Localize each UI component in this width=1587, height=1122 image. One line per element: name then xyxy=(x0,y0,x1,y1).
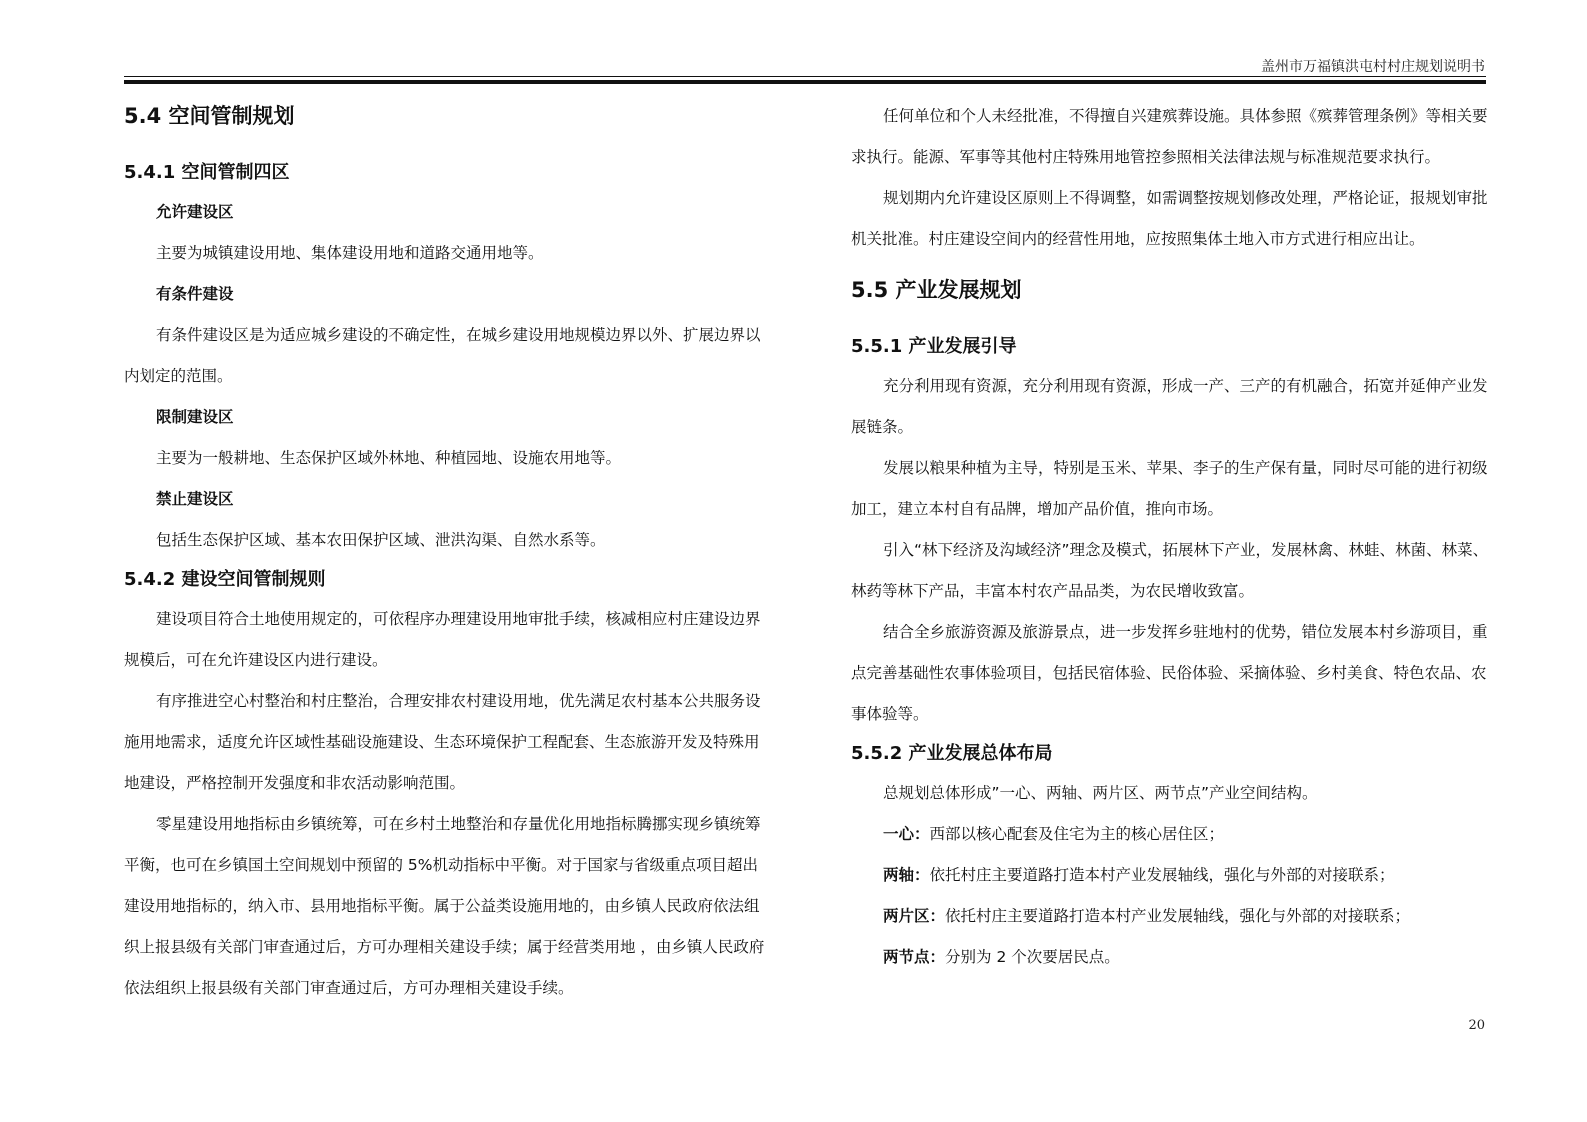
zone-title-restricted: 限制建设区 xyxy=(156,408,234,426)
layout-item-axes xyxy=(851,855,1491,896)
subsection-title-5-4-2: 5.4.2 建设空间管制规则 xyxy=(124,569,326,590)
right-column xyxy=(851,96,1491,978)
guidance-paragraph: 结合全乡旅游资源及旅游景点，进一步发挥乡驻地村的优势，错位发展本村乡游项目，重点完善基础性农事体验项目，包括民宿体验、民俗体验、采摘体验、乡村美食、特色农品、农事体验等。 xyxy=(851,623,1488,723)
subsection-title-5-5-1: 5.5.1 产业发展引导 xyxy=(851,336,1017,357)
layout-item-text: 分别为 2 个次要居民点。 xyxy=(945,948,1120,966)
layout-item-nodes xyxy=(851,937,1491,978)
layout-intro: 总规划总体形成”一心、两轴、两片区、两节点”产业空间结构。 xyxy=(883,784,1318,802)
layout-item-label: 两片区： xyxy=(883,907,946,925)
zone-text-restricted: 主要为一般耕地、生态保护区域外林地、种植园地、设施农用地等。 xyxy=(156,449,622,467)
rule-paragraph: 任何单位和个人未经批准，不得擅自兴建殡葬设施。具体参照《殡葬管理条例》等相关要求执行。能源、军事等其他村庄特殊用地管控参照相关法律法规与标准规范要求执行。 xyxy=(851,107,1488,166)
document-header-title: 盖州市万福镇洪屯村村庄规划说明书 xyxy=(1261,59,1485,75)
header-rule-thick xyxy=(124,80,1486,84)
guidance-paragraph: 引入“林下经济及沟域经济”理念及模式，拓展林下产业，发展林禽、林蛙、林菌、林菜、林药等林下产品，丰富本村农产品品类，为农民增收致富。 xyxy=(851,541,1489,600)
zone-text-conditional: 有条件建设区是为适应城乡建设的不确定性，在城乡建设用地规模边界以外、扩展边界以内划定的范围。 xyxy=(124,326,761,385)
section-title-5-4: 5.4 空间管制规划 xyxy=(124,104,295,128)
section-title-5-5: 5.5 产业发展规划 xyxy=(851,278,1022,302)
zone-text-allowed: 主要为城镇建设用地、集体建设用地和道路交通用地等。 xyxy=(156,244,544,262)
layout-item-text: 依托村庄主要道路打造本村产业发展轴线，强化与外部的对接联系； xyxy=(945,907,1411,925)
layout-item-text: 依托村庄主要道路打造本村产业发展轴线，强化与外部的对接联系； xyxy=(929,866,1395,884)
left-column xyxy=(124,96,769,1009)
rule-paragraph: 规划期内允许建设区原则上不得调整，如需调整按规划修改处理，严格论证，报规划审批机关批准。村庄建设空间内的经营性用地，应按照集体土地入市方式进行相应出让。 xyxy=(851,189,1488,248)
spacer xyxy=(124,136,769,154)
zone-title-conditional: 有条件建设 xyxy=(156,285,234,303)
zone-title-allowed: 允许建设区 xyxy=(156,203,234,221)
guidance-paragraph: 充分利用现有资源，充分利用现有资源，形成一产、三产的有机融合，拓宽并延伸产业发展链条。 xyxy=(851,377,1488,436)
layout-item-label: 一心： xyxy=(883,825,930,843)
zone-text-prohibited: 包括生态保护区域、基本农田保护区域、泄洪沟渠、自然水系等。 xyxy=(156,531,606,549)
guidance-paragraph: 发展以粮果种植为主导，特别是玉米、苹果、李子的生产保有量，同时尽可能的进行初级加工，建立本村自有品牌，增加产品价值，推向市场。 xyxy=(851,459,1488,518)
spacer xyxy=(851,310,1491,328)
layout-item-text: 西部以核心配套及住宅为主的核心居住区； xyxy=(929,825,1225,843)
rule-paragraph: 建设项目符合土地使用规定的，可依程序办理建设用地审批手续，核减相应村庄建设边界规模后，可在允许建设区内进行建设。 xyxy=(124,610,761,669)
layout-item-core xyxy=(851,814,1491,855)
layout-item-areas xyxy=(851,896,1491,937)
subsection-title-5-5-2: 5.5.2 产业发展总体布局 xyxy=(851,743,1053,764)
rule-paragraph: 零星建设用地指标由乡镇统筹，可在乡村土地整治和存量优化用地指标腾挪实现乡镇统筹平衡，也可在乡镇国土空间规划中预留的 5%机动指标中平衡。对于国家与省级重点项目超出建设用地指标的，纳入市、县用地指标平衡。属于公益类设施用地的，由乡镇人民政府依法组织上报县级有关部门审查通过后，方可办理相关建设手续；属于经营类用地 ，由乡镇人民政府依法组织上报县级有关部门审查通过后，方可办理相关建设手续。 xyxy=(124,815,765,997)
layout-item-label: 两轴： xyxy=(883,866,930,884)
subsection-title-5-4-1: 5.4.1 空间管制四区 xyxy=(124,162,290,183)
layout-item-label: 两节点： xyxy=(883,948,946,966)
page-number: 20 xyxy=(1468,1018,1485,1033)
rule-paragraph: 有序推进空心村整治和村庄整治，合理安排农村建设用地，优先满足农村基本公共服务设施用地需求，适度允许区域性基础设施建设、生态环境保护工程配套、生态旅游开发及特殊用地建设，严格控制开发强度和非农活动影响范围。 xyxy=(124,692,761,792)
zone-title-prohibited: 禁止建设区 xyxy=(156,490,234,508)
spacer xyxy=(851,260,1491,270)
header-rule-thin xyxy=(124,76,1486,77)
